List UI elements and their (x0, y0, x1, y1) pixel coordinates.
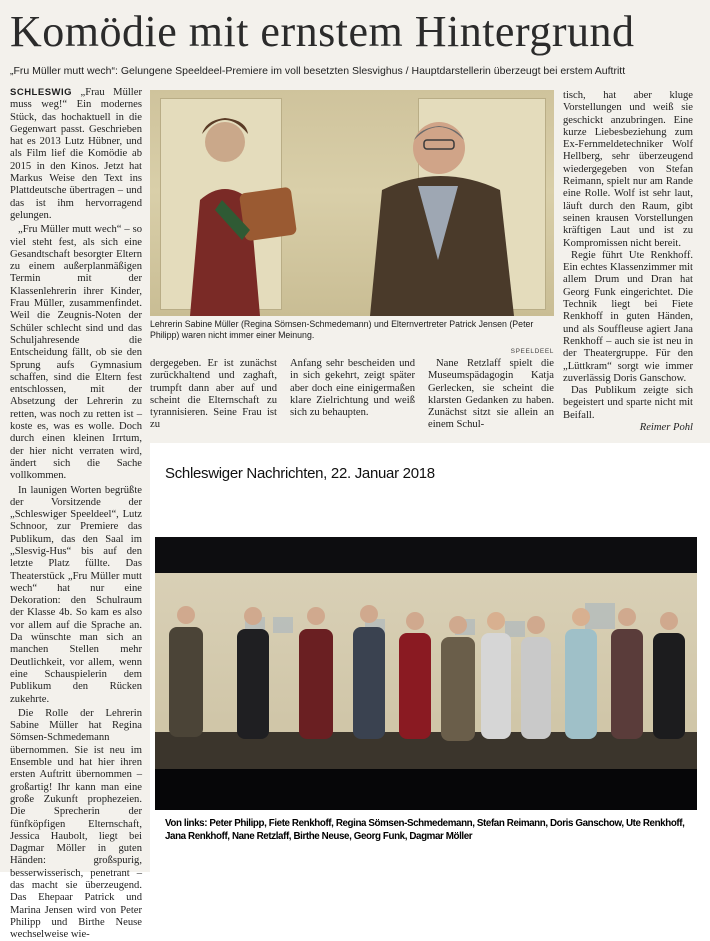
article-paragraph: Die Rolle der Lehrerin Sabine Müller hat Regina Sömsen-Schmedemann übernommen. Sie ist neu im Ensemble und hat hier ihren ersten Auftritt übernommen – großartig! Ihr kann man eine große Zukunft prophezeien. Die Sprecherin der fünfköpfigen Elternschaft, Jessica Haubolt, liegt bei Dagmar Möller in guten Händen: großspurig, besserwisserisch, penetrant – das macht sie überzeugend. Das Ehepaar Patrick und Marina Jensen wird von Peter Philipp und Birthe Neuse wechselweise wie- (10, 707, 142, 941)
article-column-1 (10, 87, 142, 941)
article-subheadline: „Fru Müller mutt wech“: Gelungene Speeldeel-Premiere im voll besetzten Slesvighus / Hauptdarstellerin überzeugt bei erstem Auftritt (10, 65, 626, 77)
article-dateline: SCHLESWIG (10, 87, 73, 98)
article-paragraph: In launigen Worten begrüßte der Vorsitzende der „Schleswiger Speeldeel“, Lutz Schnoor, zur Premiere das Publikum, das den Saal im „Slesvig-Hus“ bis auf den letzte Platz füllte. Das Theaterstück „Fru Müller mutt wech“ hat nur eine Dekoration: den Schulraum der Klasse 4b. So kam es also vor allem auf die Sprache an. Da wünschte man sich an manchen Stellen mehr Deutlichkeit, vor allem, wenn eine Schauspielerin dem Publikum den Rücken zukehrte. (10, 484, 142, 705)
article-photo-actors (150, 90, 554, 316)
photo-caption: Lehrerin Sabine Müller (Regina Sömsen-Schmedemann) und Elternvertreter Patrick Jensen (Peter Philipp) waren nicht immer einer Meinung. SPEELDEEL (150, 319, 554, 355)
audience-silhouettes (155, 769, 697, 810)
ensemble-photo (155, 537, 697, 810)
article-column-5: tisch, hat aber kluge Vorstellungen und weiß sie geschickt anzubringen. Eine kurze Liebesbeziehung zum Ex-Fernmeldetechniker Wolf Hellberg, sehr überzeugend wiedergegeben von Stefan Reimann, spielt nur am Rande eine Rolle. Wolf ist sehr laut, läuft durch den Raum, gibt seinen krausen Vorstellungen kräftigen Laut und ist zu Kompromissen nicht bereit. Regie führt Ute Renkhoff. Ein echtes Klassenzimmer mit allem Drum und Dran hat Georg Funk eingerichtet. Die Technik liegt bei Fiete Renkhoff in guten Händen, und als Souffleuse agiert Jana Renkhoff – auch sie ist neu in der Theatergruppe. Für den „Lüttkram“ sorgt wie immer zuverlässig Doris Ganschow. Das Publikum zeigte sich begeistert und sparte nicht mit Beifall. Reimer Pohl (563, 90, 693, 434)
ensemble-caption: Von links: Peter Philipp, Fiete Renkhoff, Regina Sömsen-Schmedemann, Stefan Reimann, Doris Ganschow, Ute Renkhoff, Jana Renkhoff, Nane Retzlaff, Birthe Neuse, Georg Funk, Dagmar Möller (165, 818, 685, 842)
article-column-4: Nane Retzlaff spielt die Museumspädagogin Katja Gerlecken, sie scheint die klarsten Gedanken zu haben. Zunächst sitzt sie allein an einem Schul- (428, 358, 554, 431)
source-line: Schleswiger Nachrichten, 22. Januar 2018 (165, 465, 435, 482)
article-author: Reimer Pohl (639, 422, 693, 434)
article-headline: Komödie mit ernstem Hintergrund (10, 7, 635, 56)
article-column-3: Anfang sehr bescheiden und in sich gekehrt, zeigt später aber doch eine einigermaßen klare Zielrichtung und weiß sich zu behaupten. (290, 358, 415, 419)
photo-credit: SPEELDEEL (510, 348, 554, 355)
article-paragraph: SCHLESWIG „Frau Müller muss weg!“ Ein modernes Stück, das hochaktuell in die Gegenwart passt. Geschrieben hat es 2013 Lutz Hübner, und als Film lief die Komödie ab 2015 in den Kinos. Jetzt hat Markus Weise den Text ins Plattdeutsche übertragen – und das ist ihm hervorragend gelungen. (10, 87, 142, 221)
article-paragraph: „Fru Müller mutt wech“ – so viel steht fest, als sich eine Gesandtschaft besorgter Eltern zu einem außerplanmäßigen Termin mit der Klassenlehrerin ihrer Kinder, Frau Müller, zusammenfindet. Weil die Zeugnis-Noten der Schüler schlecht sind und das Schuljahresende die Entscheidung fällt, ob sie den Sprung aufs Gymnasium schaffen, sind die Eltern fest entschlossen, mit der Absetzung der Lehrerin zu retten, was noch zu retten ist – koste es, was es wolle. Doch durch einen kleinen Irrtum, der hier nicht verraten wird, ändert sich die Sache vollkommen. (10, 224, 142, 482)
actors-illustration (150, 90, 554, 316)
article-column-2: dergegeben. Er ist zunächst zurückhaltend und zaghaft, trumpft dann aber auf und scheint die Elternschaft zu tyrannisieren. Seine Frau ist zu (150, 358, 277, 431)
